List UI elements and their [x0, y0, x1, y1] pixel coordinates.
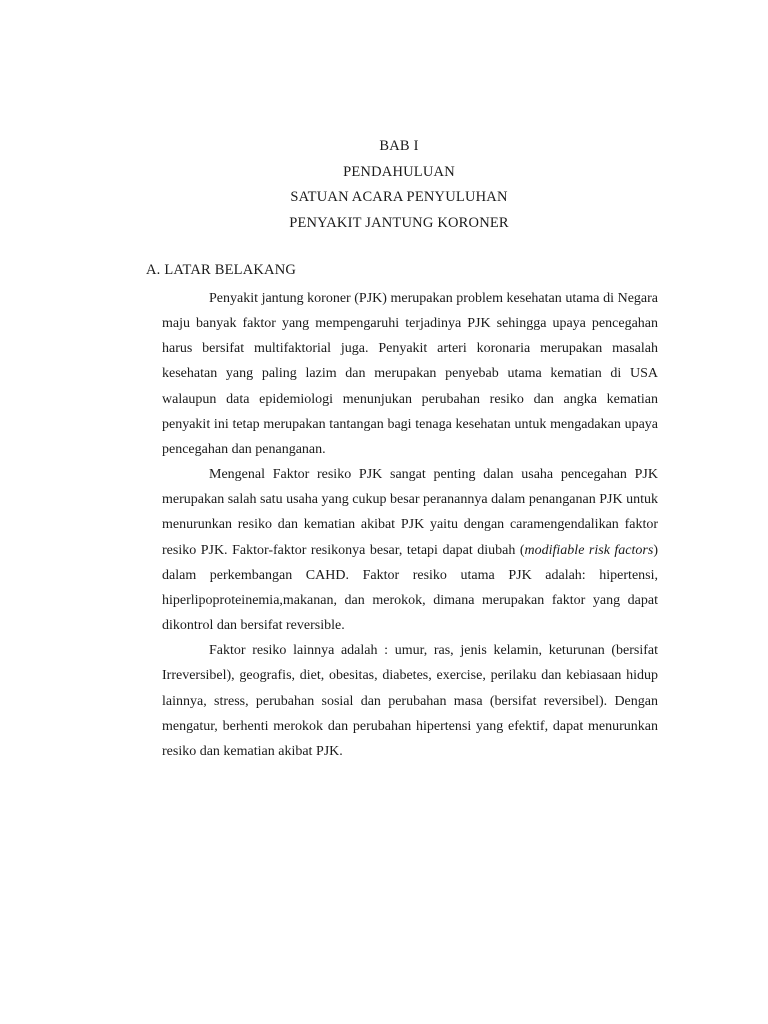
paragraph-2-italic-term: modifiable risk factors — [524, 542, 654, 558]
body-text — [162, 286, 658, 764]
paragraph-1: Penyakit jantung koroner (PJK) merupakan problem kesehatan utama di Negara maju banyak faktor yang mempengaruhi terjadinya PJK sehingga upaya pencegahan harus bersifat multifaktorial juga. Penyakit arteri koronaria merupakan masalah kesehatan yang paling lazim dan merupakan penyebab utama kematian di USA walaupun data epidemiologi menunjukan perubahan resiko dan angka kematian penyakit ini tetap merupakan tantangan bagi tenaga kesehatan untuk mengadakan upaya pencegahan dan penanganan. — [162, 291, 658, 457]
paragraph-2 — [162, 462, 658, 638]
document-topic: PENYAKIT JANTUNG KORONER — [289, 214, 509, 231]
chapter-title: BAB I — [379, 138, 419, 154]
document-title: SATUAN ACARA PENYULUHAN — [290, 189, 508, 205]
paragraph-2-text-start: Mengenal Faktor resiko PJK sangat penting dalan usaha pencegahan PJK merupakan salah satu usaha yang cukup besar peranannya dalam penanganan PJK untuk menurunkan resiko dan kematian akibat PJK yaitu dengan caramengendalikan faktor resiko PJK. Faktor-faktor resikonya besar, tetapi dapat diubah ( — [162, 467, 658, 558]
paragraph-3: Faktor resiko lainnya adalah : umur, ras, jenis kelamin, keturunan (bersifat Irreversibel), geografis, diet, obesitas, diabetes, exercise, perilaku dan kebiasaan hidup lainnya, stress, perubahan sosial dan perubahan masa (bersifat reversibel). Dengan mengatur, berhenti merokok dan perubahan hipertensi yang efektif, dapat menurunkan resiko dan kematian akibat PJK. — [162, 643, 658, 759]
title-block — [0, 134, 768, 236]
chapter-subtitle: PENDAHULUAN — [343, 163, 455, 180]
section-heading: A. LATAR BELAKANG — [146, 262, 297, 278]
paragraph-2-text-end: ) dalam perkembangan CAHD. Faktor resiko utama PJK adalah: hipertensi, hiperlipoproteinemia,makanan, dan merokok, dimana merupakan faktor yang dapat dikontrol dan bersifat reversible. — [162, 542, 658, 634]
